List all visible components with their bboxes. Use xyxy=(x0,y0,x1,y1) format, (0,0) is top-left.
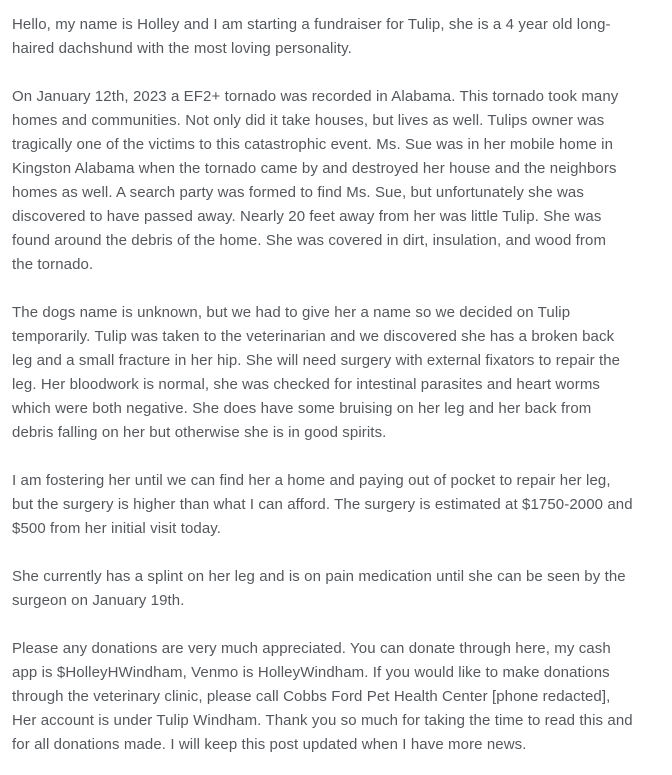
text-line: I am fostering her until we can find her a home and paying out of pocket to repair her leg, xyxy=(12,472,611,489)
text-line: haired dachshund with the most loving personality. xyxy=(12,40,352,57)
text-line: homes as well. A search party was formed to find Ms. Sue, but unfortunately she was xyxy=(12,184,584,201)
text-line: homes and communities. Not only did it take houses, but lives as well. Tulips owner was xyxy=(12,112,605,129)
paragraph xyxy=(12,13,662,61)
text-line: which were both negative. She does have some bruising on her leg and her back from xyxy=(12,400,592,417)
text-line: On January 12th, 2023 a EF2+ tornado was recorded in Alabama. This tornado took many xyxy=(12,88,619,105)
text-line: Kingston Alabama when the tornado came by and destroyed her house and the neighbors xyxy=(12,160,617,177)
text-line: Please any donations are very much appreciated. You can donate through here, my cash xyxy=(12,640,611,657)
paragraph xyxy=(12,637,662,757)
text-line: Hello, my name is Holley and I am starting a fundraiser for Tulip, she is a 4 year old long- xyxy=(12,16,611,33)
text-line: discovered to have passed away. Nearly 20 feet away from her was little Tulip. She was xyxy=(12,208,602,225)
text-line: tragically one of the victims to this catastrophic event. Ms. Sue was in her mobile home in xyxy=(12,136,614,153)
text-line: debris falling on her but otherwise she is in good spirits. xyxy=(12,424,387,441)
paragraph xyxy=(12,469,662,541)
text-line: $500 from her initial visit today. xyxy=(12,520,222,537)
text-line: found around the debris of the home. She was covered in dirt, insulation, and wood from xyxy=(12,232,607,249)
text-line: surgeon on January 19th. xyxy=(12,592,185,609)
paragraph xyxy=(12,85,662,277)
text-line: the tornado. xyxy=(12,256,94,273)
text-line: She currently has a splint on her leg and is on pain medication until she can be seen by the xyxy=(12,568,626,585)
text-line: for all donations made. I will keep this post updated when I have more news. xyxy=(12,736,527,753)
text-line: leg and a small fracture in her hip. She will need surgery with external fixators to repair the xyxy=(12,352,621,369)
text-line: through the veterinary clinic, please call Cobbs Ford Pet Health Center [phone redacted], xyxy=(12,688,611,705)
text-line: leg. Her bloodwork is normal, she was checked for intestinal parasites and heart worms xyxy=(12,376,601,393)
text-line: The dogs name is unknown, but we had to give her a name so we decided on Tulip xyxy=(12,304,571,321)
paragraph xyxy=(12,301,662,445)
paragraph xyxy=(12,565,662,613)
text-line: but the surgery is higher than what I can afford. The surgery is estimated at $1750-2000 and xyxy=(12,496,633,513)
text-line: Her account is under Tulip Windham. Thank you so much for taking the time to read this and xyxy=(12,712,633,729)
text-line: app is $HolleyHWindham, Venmo is HolleyWindham. If you would like to make donations xyxy=(12,664,610,681)
text-line: temporarily. Tulip was taken to the veterinarian and we discovered she has a broken back xyxy=(12,328,615,345)
